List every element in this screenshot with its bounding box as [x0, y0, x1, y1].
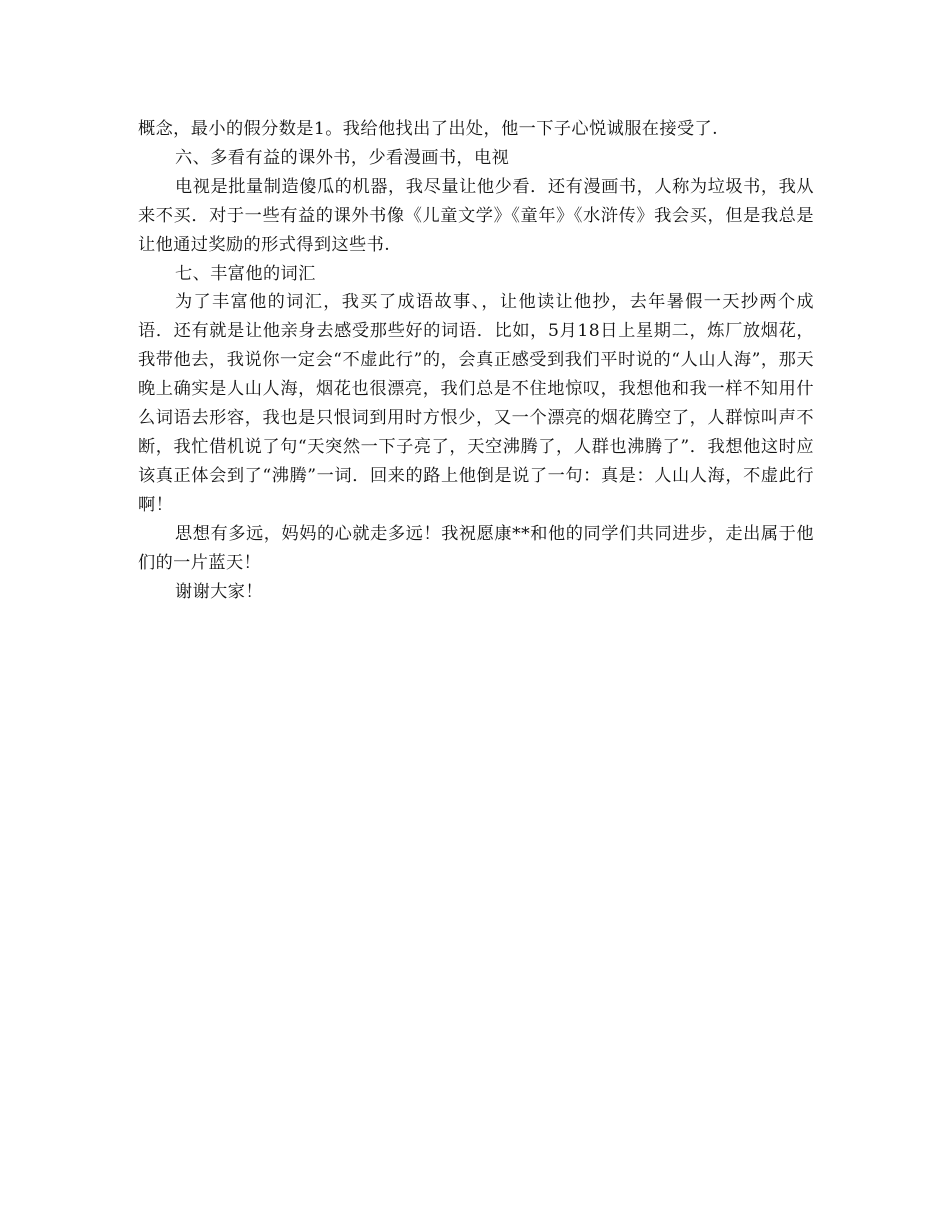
paragraph-closing-wish: 思想有多远，妈妈的心就走多远！我祝愿康**和他的同学们共同进步，走出属于他们的一片蓝天！ — [138, 523, 814, 573]
section-heading-seven: 七、丰富他的词汇 — [175, 263, 316, 284]
paragraph-continuation: 概念，最小的假分数是1。我给他找出了出处，他一下子心悦诚服在接受了. — [138, 119, 719, 139]
paragraph-tv-and-books: 电视是批量制造傻瓜的机器，我尽量让他少看．还有漫画书，人称为垃圾书，我从来不买．对于一些有益的课外书像《儿童文学》《童年》《水浒传》我会买，但是我总是让他通过奖励的形式得到这些书. — [138, 176, 814, 255]
paragraph-thanks: 谢谢大家！ — [175, 581, 263, 602]
section-heading-six: 六、多看有益的课外书，少看漫画书，电视 — [175, 147, 510, 168]
paragraph-vocabulary: 为了丰富他的词汇，我买了成语故事、，让他读让他抄，去年暑假一天抄两个成语．还有就是让他亲身去感受那些好的词语．比如，5月18日上星期二，炼厂放烟花，我带他去，我说你一定会“不虚此行”的，会真正感受到我们平时说的“人山人海”，那天晚上确实是人山人海，烟花也很漂亮，我们总是不住地惊叹，我想他和我一样不知用什么词语去形容，我也是只恨词到用时方恨少，又一个漂亮的烟花腾空了，人群惊叫声不断，我忙借机说了句“天突然一下子亮了，天空沸腾了，人群也沸腾了”．我想他这时应该真正体会到了“沸腾”一词．回来的路上他倒是说了一句：真是：人山人海，不虚此行啊！ — [138, 292, 814, 515]
document-body — [138, 115, 814, 606]
